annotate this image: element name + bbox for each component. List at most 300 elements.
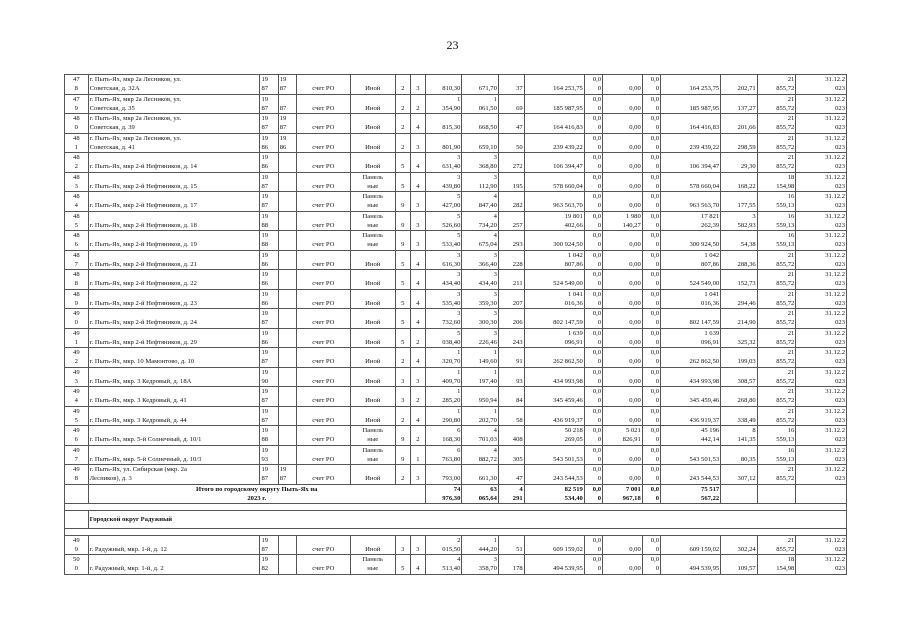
max-unit-cost-cell: 21 855,72 [757, 367, 796, 387]
living-area-cell: 4 734,20 [462, 211, 499, 231]
row-number-cell: 49 6 [65, 426, 89, 446]
row-number-cell: 49 7 [65, 445, 89, 465]
account-type-cell: счет РО [296, 270, 350, 290]
total-area-cell: 801,90 [425, 133, 462, 153]
unit-cost-cell: 199,03 [721, 348, 758, 368]
total-cost-cell: 185 987,95 [524, 94, 584, 114]
zero-share-1-cell: 0,0 0 [584, 192, 602, 212]
year-built-cell: 19 87 [260, 114, 278, 134]
living-area-cell: 3 358,70 [462, 555, 499, 575]
year-built-cell: 19 87 [260, 309, 278, 329]
table-row [65, 211, 847, 231]
year-commissioned-cell [278, 387, 296, 407]
fund-amount-cell: 0,00 [603, 250, 643, 270]
residents-cell: 47 [498, 114, 524, 134]
table-row [65, 445, 847, 465]
year-commissioned-cell: 19 86 [278, 133, 296, 153]
wall-material-cell: Иной [350, 133, 395, 153]
deadline-date-cell: 31.12.2 023 [796, 75, 847, 95]
account-type-cell: счет РО [296, 211, 350, 231]
table-row [65, 289, 847, 309]
year-built-cell: 19 88 [260, 231, 278, 251]
table-row [65, 94, 847, 114]
owner-cost-cell: 45 196 442,14 [661, 426, 721, 446]
year-built-cell: 19 87 [260, 94, 278, 114]
table-row [65, 535, 847, 555]
total-area-cell: 3 439,80 [425, 172, 462, 192]
living-area-cell: 3 300,30 [462, 309, 499, 329]
living-area-cell: 659,10 [462, 133, 499, 153]
year-commissioned-cell [278, 445, 296, 465]
floors-cell: 5 [395, 289, 410, 309]
owner-cost-cell: 963 563,70 [661, 192, 721, 212]
total-cost-2: 75 517 567,22 [661, 484, 721, 503]
unit-cost-cell: 302,24 [721, 535, 758, 555]
deadline-date-cell: 31.12.2 023 [796, 153, 847, 173]
total-cost-cell: 434 993,98 [524, 367, 584, 387]
address-cell: г. Пыть-Ях, мкр. 5-й Солнечный, д. 10/1 [88, 426, 260, 446]
floors-cell: 2 [395, 465, 410, 485]
account-type-cell: счет РО [296, 192, 350, 212]
year-built-cell: 19 86 [260, 133, 278, 153]
unit-cost-cell: 137,27 [721, 94, 758, 114]
deadline-date-cell: 31.12.2 023 [796, 114, 847, 134]
year-built-cell: 19 86 [260, 289, 278, 309]
zero-share-2-cell: 0,0 0 [642, 465, 660, 485]
living-area-cell: 668,50 [462, 114, 499, 134]
floors-cell: 2 [395, 133, 410, 153]
account-type-cell: счет РО [296, 94, 350, 114]
owner-cost-cell: 494 539,95 [661, 555, 721, 575]
deadline-date-cell: 31.12.2 023 [796, 94, 847, 114]
spacer-row [65, 528, 847, 535]
row-number-cell: 49 1 [65, 328, 89, 348]
total-area-cell: 3 616,30 [425, 250, 462, 270]
page-number: 23 [446, 38, 459, 52]
unit-cost-cell: 325,32 [721, 328, 758, 348]
deadline-date-cell: 31.12.2 023 [796, 535, 847, 555]
entrances-cell: 2 [410, 94, 425, 114]
zero-share-1-cell: 0,0 0 [584, 211, 602, 231]
address-cell: г. Пыть-Ях, мкр. 10 Мамонтово, д. 10 [88, 348, 260, 368]
year-commissioned-cell [278, 309, 296, 329]
year-commissioned-cell [278, 348, 296, 368]
total-cost-cell: 50 218 269,05 [524, 426, 584, 446]
unit-cost-cell: 201,66 [721, 114, 758, 134]
table-row [65, 348, 847, 368]
account-type-cell: счет РО [296, 367, 350, 387]
account-type-cell: счет РО [296, 445, 350, 465]
max-unit-cost-cell: 16 559,13 [757, 211, 796, 231]
max-unit-cost-cell: 21 855,72 [757, 465, 796, 485]
table-row [65, 406, 847, 426]
zero-share-1-cell: 0,0 0 [584, 94, 602, 114]
total-area-cell: 3 434,40 [425, 270, 462, 290]
zero-share-2-cell: 0,0 0 [642, 133, 660, 153]
total-residents: 4 291 [498, 484, 524, 503]
entrances-cell: 3 [410, 211, 425, 231]
residents-cell: 178 [498, 555, 524, 575]
owner-cost-cell: 1 639 096,91 [661, 328, 721, 348]
zero-share-1-cell: 0,0 0 [584, 426, 602, 446]
address-cell: г. Пыть-Ях, мкр 2-й Нефтяников, д. 17 [88, 192, 260, 212]
total-area-cell: 3 732,60 [425, 309, 462, 329]
deadline-date-cell: 31.12.2 023 [796, 172, 847, 192]
zero-share-2-cell: 0,0 0 [642, 270, 660, 290]
fund-amount-cell: 0,00 [603, 348, 643, 368]
zero-share-1-cell: 0,0 0 [584, 535, 602, 555]
address-cell: г. Пыть-Ях, мкр 2-й Нефтяников, д. 22 [88, 270, 260, 290]
wall-material-cell: Иной [350, 289, 395, 309]
address-cell: г. Пыть-Ях, мкр 2-й Нефтяников, д. 18 [88, 211, 260, 231]
zero-share-1-cell: 0,0 0 [584, 309, 602, 329]
entrances-cell: 2 [410, 328, 425, 348]
spacer-row [65, 503, 847, 510]
table-row [65, 75, 847, 95]
zero-share-2-cell: 0,0 0 [642, 75, 660, 95]
residents-cell: 257 [498, 211, 524, 231]
living-area-cell: 3 112,90 [462, 172, 499, 192]
residents-cell: 91 [498, 348, 524, 368]
zero-share-1-cell: 0,0 0 [584, 231, 602, 251]
address-cell: г. Пыть-Ях, мкр 2а Лесников, ул. Советская, д. 39 [88, 114, 260, 134]
zero-share-1-cell: 0,0 0 [584, 133, 602, 153]
table-row [65, 465, 847, 485]
max-unit-cost-cell: 21 855,72 [757, 153, 796, 173]
fund-amount-cell: 0,00 [603, 406, 643, 426]
fund-amount-cell: 0,00 [603, 75, 643, 95]
unit-cost-cell: 307,12 [721, 465, 758, 485]
table-row [65, 133, 847, 153]
entrances-cell: 4 [410, 114, 425, 134]
total-area-cell: 6 763,80 [425, 445, 462, 465]
account-type-cell: счет РО [296, 426, 350, 446]
total-cost-cell: 494 539,95 [524, 555, 584, 575]
account-type-cell: счет РО [296, 535, 350, 555]
fund-amount-cell: 1 980 140,27 [603, 211, 643, 231]
floors-cell: 2 [395, 348, 410, 368]
zero-share-1-cell: 0,0 0 [584, 153, 602, 173]
address-cell: г. Пыть-Ях, мкр. 3 Кедровый, д. 44 [88, 406, 260, 426]
zero-share-2-cell: 0,0 0 [642, 309, 660, 329]
owner-cost-cell: 578 660,04 [661, 172, 721, 192]
zero-share-2-cell: 0,0 0 [642, 348, 660, 368]
max-unit-cost-cell: 16 559,13 [757, 231, 796, 251]
living-area-cell: 1 197,40 [462, 367, 499, 387]
zero-share-1-cell: 0,0 0 [584, 328, 602, 348]
deadline-date-cell: 31.12.2 023 [796, 328, 847, 348]
wall-material-cell: Иной [350, 535, 395, 555]
deadline-date-cell: 31.12.2 023 [796, 387, 847, 407]
zero-share-1-cell: 0,0 0 [584, 555, 602, 575]
fund-amount-cell: 0,00 [603, 387, 643, 407]
zero-share-1-cell: 0,0 0 [584, 465, 602, 485]
total-cost-cell: 1 042 807,86 [524, 250, 584, 270]
total-fund: 7 001 967,18 [603, 484, 643, 503]
residents-cell: 47 [498, 465, 524, 485]
row-number-cell: 48 2 [65, 153, 89, 173]
table-row [65, 270, 847, 290]
unit-cost-cell: 29,30 [721, 153, 758, 173]
entrances-cell: 4 [410, 153, 425, 173]
account-type-cell: счет РО [296, 465, 350, 485]
row-number-cell: 48 0 [65, 114, 89, 134]
entrances-cell: 4 [410, 250, 425, 270]
row-number-cell: 48 7 [65, 250, 89, 270]
residents-cell: 282 [498, 192, 524, 212]
row-number-cell: 49 9 [65, 535, 89, 555]
living-area-cell: 671,70 [462, 75, 499, 95]
entrances-cell: 2 [410, 426, 425, 446]
address-cell: г. Пыть-Ях, мкр 2-й Нефтяников, д. 29 [88, 328, 260, 348]
deadline-date-cell: 31.12.2 023 [796, 367, 847, 387]
max-unit-cost-cell: 21 855,72 [757, 75, 796, 95]
deadline-date-cell: 31.12.2 023 [796, 211, 847, 231]
total-cost-cell: 300 924,50 [524, 231, 584, 251]
total-area-cell: 5 038,40 [425, 328, 462, 348]
fund-amount-cell: 0,00 [603, 465, 643, 485]
address-cell: г. Радужный, мкр. 1-й, д. 12 [88, 535, 260, 555]
entrances-cell: 4 [410, 406, 425, 426]
fund-amount-cell: 0,00 [603, 270, 643, 290]
entrances-cell: 4 [410, 348, 425, 368]
wall-material-cell: Панель ные [350, 231, 395, 251]
floors-cell: 5 [395, 309, 410, 329]
zero-share-1-cell: 0,0 0 [584, 172, 602, 192]
table-row [65, 153, 847, 173]
residents-cell: 37 [498, 75, 524, 95]
entrances-cell: 4 [410, 555, 425, 575]
table-row [65, 367, 847, 387]
total-cost-cell: 1 639 096,91 [524, 328, 584, 348]
account-type-cell: счет РО [296, 75, 350, 95]
entrances-cell: 2 [410, 387, 425, 407]
address-cell: г. Пыть-Ях, мкр. 5-й Солнечный, д. 10/3 [88, 445, 260, 465]
fund-amount-cell: 0,00 [603, 289, 643, 309]
floors-cell: 2 [395, 406, 410, 426]
wall-material-cell: Панель ные [350, 211, 395, 231]
floors-cell: 9 [395, 192, 410, 212]
entrances-cell: 3 [410, 192, 425, 212]
total-cost-cell: 963 563,70 [524, 192, 584, 212]
row-number-cell: 49 0 [65, 309, 89, 329]
unit-cost-cell: 3 582,93 [721, 211, 758, 231]
residents-cell: 408 [498, 426, 524, 446]
year-commissioned-cell [278, 535, 296, 555]
wall-material-cell: Иной [350, 328, 395, 348]
year-built-cell: 19 88 [260, 211, 278, 231]
account-type-cell: счет РО [296, 153, 350, 173]
wall-material-cell: Иной [350, 153, 395, 173]
table-row [65, 250, 847, 270]
wall-material-cell: Иной [350, 465, 395, 485]
max-unit-cost-cell: 21 855,72 [757, 309, 796, 329]
living-area-cell: 3 366,40 [462, 250, 499, 270]
year-built-cell: 19 90 [260, 367, 278, 387]
total-cost: 82 519 534,40 [524, 484, 584, 503]
max-unit-cost-cell: 21 855,72 [757, 250, 796, 270]
zero-share-2-cell: 0,0 0 [642, 426, 660, 446]
year-built-cell: 19 87 [260, 172, 278, 192]
year-built-cell: 19 87 [260, 465, 278, 485]
account-type-cell: счет РО [296, 133, 350, 153]
zero-share-2-cell: 0,0 0 [642, 94, 660, 114]
max-unit-cost-cell: 21 855,72 [757, 114, 796, 134]
floors-cell: 3 [395, 535, 410, 555]
year-commissioned-cell [278, 211, 296, 231]
max-unit-cost-cell: 21 855,72 [757, 348, 796, 368]
deadline-date-cell: 31.12.2 023 [796, 445, 847, 465]
owner-cost-cell: 17 821 262,39 [661, 211, 721, 231]
zero-share-1-cell: 0,0 0 [584, 289, 602, 309]
table-row [65, 426, 847, 446]
address-cell: г. Пыть-Ях, мкр 2-й Нефтяников, д. 24 [88, 309, 260, 329]
fund-amount-cell: 0,00 [603, 133, 643, 153]
entrances-cell: 3 [410, 133, 425, 153]
floors-cell: 9 [395, 211, 410, 231]
living-area-cell: 4 701,03 [462, 426, 499, 446]
deadline-date-cell: 31.12.2 023 [796, 192, 847, 212]
wall-material-cell: Иной [350, 114, 395, 134]
zero-share-1-cell: 0,0 0 [584, 445, 602, 465]
year-built-cell: 19 88 [260, 426, 278, 446]
row-number-cell: 49 3 [65, 367, 89, 387]
year-commissioned-cell [278, 231, 296, 251]
year-built-cell: 19 87 [260, 192, 278, 212]
row-number-cell: 48 9 [65, 289, 89, 309]
residents-cell: 93 [498, 367, 524, 387]
table-row [65, 328, 847, 348]
entrances-cell: 1 [410, 445, 425, 465]
wall-material-cell: Иной [350, 309, 395, 329]
wall-material-cell: Панель ные [350, 172, 395, 192]
floors-cell: 5 [395, 250, 410, 270]
zero-share-2-cell: 0,0 0 [642, 367, 660, 387]
zero-share-2-cell: 0,0 0 [642, 114, 660, 134]
fund-amount-cell: 0,00 [603, 231, 643, 251]
zero-share-1-cell: 0,0 0 [584, 348, 602, 368]
residents-cell: 272 [498, 153, 524, 173]
total-area-cell: 6 168,30 [425, 426, 462, 446]
living-area-cell: 3 226,46 [462, 328, 499, 348]
table-row [65, 114, 847, 134]
total-area-cell: 1 285,20 [425, 387, 462, 407]
year-commissioned-cell [278, 270, 296, 290]
owner-cost-cell: 300 924,50 [661, 231, 721, 251]
entrances-cell: 3 [410, 535, 425, 555]
row-number-cell: 48 8 [65, 270, 89, 290]
zero-share-2-cell: 0,0 0 [642, 231, 660, 251]
deadline-date-cell: 31.12.2 023 [796, 133, 847, 153]
total-cost-cell: 19 801 402,66 [524, 211, 584, 231]
unit-cost-cell: 168,22 [721, 172, 758, 192]
unit-cost-cell: 202,71 [721, 75, 758, 95]
table-row [65, 172, 847, 192]
owner-cost-cell: 164 253,75 [661, 75, 721, 95]
row-number-cell: 48 6 [65, 231, 89, 251]
total-area-cell: 1 290,80 [425, 406, 462, 426]
row-number-cell: 48 1 [65, 133, 89, 153]
account-type-cell: счет РО [296, 309, 350, 329]
wall-material-cell: Панель ные [350, 426, 395, 446]
fund-amount-cell: 0,00 [603, 309, 643, 329]
total-zero-2: 0,0 0 [642, 484, 660, 503]
unit-cost-cell: 152,73 [721, 270, 758, 290]
max-unit-cost-cell: 21 855,72 [757, 94, 796, 114]
unit-cost-cell: 214,90 [721, 309, 758, 329]
total-cost-cell: 1 041 016,36 [524, 289, 584, 309]
residents-cell: 84 [498, 387, 524, 407]
year-commissioned-cell [278, 406, 296, 426]
fund-amount-cell: 0,00 [603, 172, 643, 192]
housing-register-table [64, 74, 847, 575]
living-area-cell: 950,94 [462, 387, 499, 407]
year-commissioned-cell: 19 87 [278, 75, 296, 95]
owner-cost-cell: 164 416,83 [661, 114, 721, 134]
residents-cell: 69 [498, 94, 524, 114]
floors-cell: 9 [395, 231, 410, 251]
year-commissioned-cell [278, 172, 296, 192]
fund-amount-cell: 0,00 [603, 153, 643, 173]
unit-cost-cell: 8 141,35 [721, 426, 758, 446]
year-commissioned-cell: 19 87 [278, 465, 296, 485]
unit-cost-cell: 338,49 [721, 406, 758, 426]
year-commissioned-cell [278, 426, 296, 446]
total-cost-cell: 239 439,22 [524, 133, 584, 153]
total-zero-1: 0,0 0 [584, 484, 602, 503]
total-cost-cell: 164 253,75 [524, 75, 584, 95]
living-area-cell: 661,30 [462, 465, 499, 485]
address-cell: г. Пыть-Ях, мкр 2а Лесников, ул. Советская, д. 35 [88, 94, 260, 114]
total-area-cell: 5 427,00 [425, 192, 462, 212]
fund-amount-cell: 5 021 826,91 [603, 426, 643, 446]
total-cost-cell: 345 459,46 [524, 387, 584, 407]
zero-share-1-cell: 0,0 0 [584, 406, 602, 426]
max-unit-cost-cell: 21 855,72 [757, 406, 796, 426]
year-commissioned-cell [278, 289, 296, 309]
year-commissioned-cell [278, 328, 296, 348]
address-cell: г. Пыть-Ях, мкр 2-й Нефтяников, д. 23 [88, 289, 260, 309]
year-commissioned-cell [278, 555, 296, 575]
unit-cost-cell: 80,35 [721, 445, 758, 465]
zero-share-2-cell: 0,0 0 [642, 172, 660, 192]
total-cost-cell: 524 549,00 [524, 270, 584, 290]
row-number-cell: 47 8 [65, 75, 89, 95]
total-label: Итого по городскому округу Пыть-Ях на 2023 г. [88, 484, 425, 503]
residents-cell: 206 [498, 309, 524, 329]
residents-cell: 50 [498, 133, 524, 153]
fund-amount-cell: 0,00 [603, 535, 643, 555]
max-unit-cost-cell: 21 855,72 [757, 387, 796, 407]
wall-material-cell: Иной [350, 406, 395, 426]
wall-material-cell: Иной [350, 270, 395, 290]
total-area-cell: 1 409,70 [425, 367, 462, 387]
section-row [65, 510, 847, 528]
row-number-cell: 49 4 [65, 387, 89, 407]
row-number-cell: 48 5 [65, 211, 89, 231]
total-area-cell: 815,30 [425, 114, 462, 134]
year-built-cell: 19 86 [260, 153, 278, 173]
year-built-cell: 19 86 [260, 270, 278, 290]
total-area-cell: 5 526,60 [425, 211, 462, 231]
table-row [65, 231, 847, 251]
account-type-cell: счет РО [296, 114, 350, 134]
row-number-cell: 49 5 [65, 406, 89, 426]
deadline-date-cell: 31.12.2 023 [796, 465, 847, 485]
total-area-cell: 5 533,40 [425, 231, 462, 251]
living-area-cell: 1 444,20 [462, 535, 499, 555]
fund-amount-cell: 0,00 [603, 192, 643, 212]
